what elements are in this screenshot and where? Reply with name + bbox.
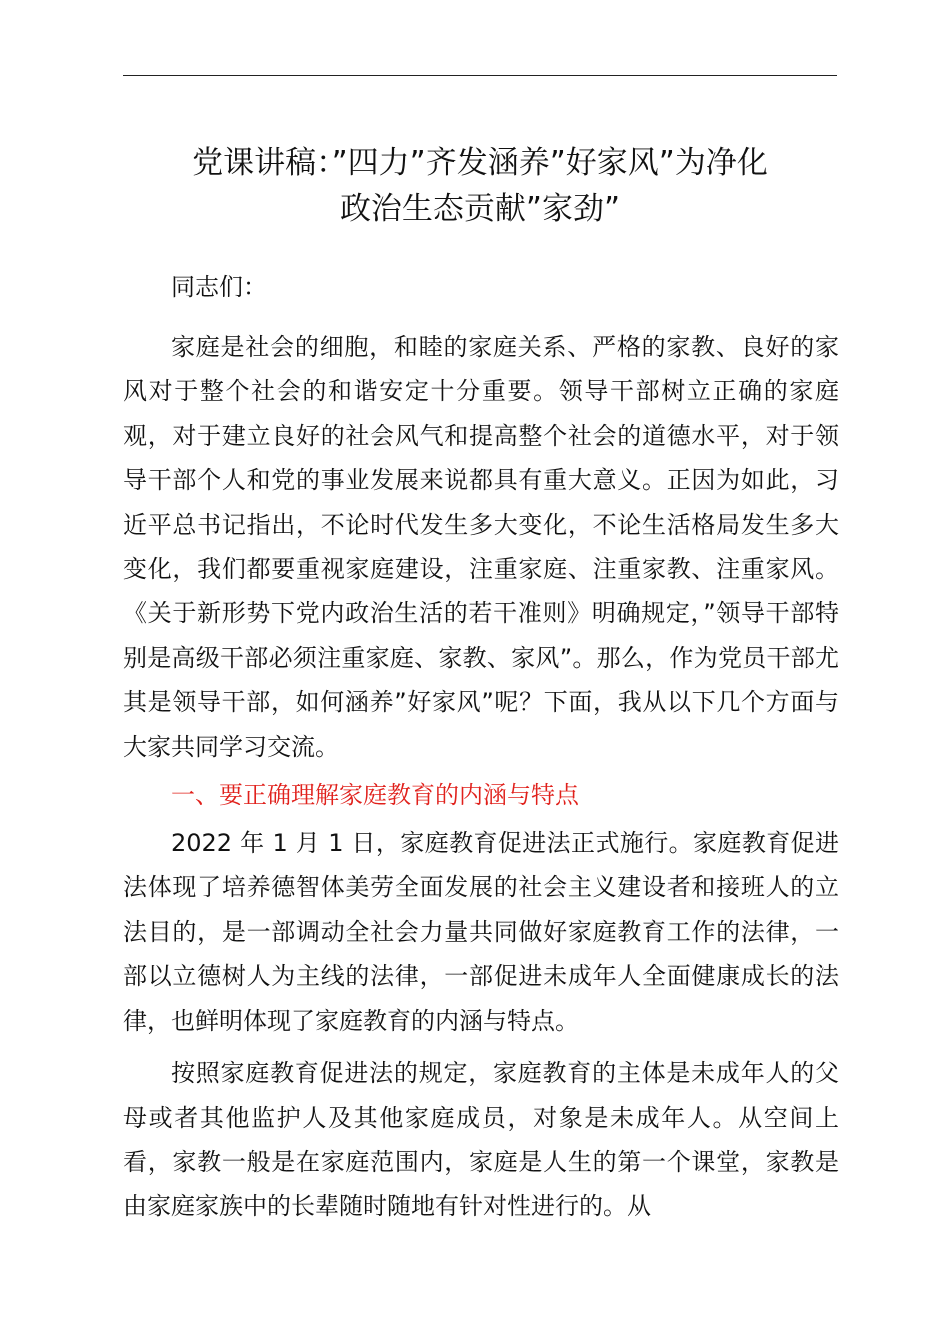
paragraph-intro: 家庭是社会的细胞，和睦的家庭关系、严格的家教、良好的家风对于整个社会的和谐安定十分重要。领导干部树立正确的家庭观，对于建立良好的社会风气和提高整个社会的道德水平，对于领导干部个人和党的事业发展来说都具有重大意义。正因为如此，习近平总书记指出，不论时代发生多大变化，不论生活格局发生多大变化，我们都要重视家庭建设，注重家庭、注重家教、注重家风。《关于新形势下党内政治生活的若干准则》明确规定，”领导干部特别是高级干部必须注重家庭、家教、家风”。那么，作为党员干部尤其是领导干部，如何涵养”好家风”呢？下面，我从以下几个方面与大家共同学习交流。: [123, 333, 839, 761]
title-line-1: 党课讲稿：”四力”齐发涵养”好家风”为净化: [192, 145, 768, 181]
greeting: 同志们：: [171, 273, 267, 301]
paragraph-gap: [123, 1043, 839, 1051]
title-line-2: 政治生态贡献”家劲”: [339, 191, 621, 227]
section-heading-1: 一、要正确理解家庭教育的内涵与特点: [171, 781, 579, 810]
paragraph-subject: 按照家庭教育促进法的规定，家庭教育的主体是未成年人的父母或者其他监护人及其他家庭成员，对象是未成年人。从空间上看，家教一般是在家庭范围内，家庭是人生的第一个课堂，家教是由家庭家族中的长辈随时随地有针对性进行的。从: [123, 1059, 839, 1221]
document-title: [100, 140, 860, 232]
document-body: [123, 265, 839, 1229]
header-rule: [123, 75, 837, 76]
paragraph-law: 2022 年 1 月 1 日，家庭教育促进法正式施行。家庭教育促进法体现了培养德智体美劳全面发展的社会主义建设者和接班人的立法目的，是一部调动全社会力量共同做好家庭教育工作的法律，一部以立德树人为主线的法律，一部促进未成年人全面健康成长的法律，也鲜明体现了家庭教育的内涵与特点。: [123, 829, 839, 1035]
